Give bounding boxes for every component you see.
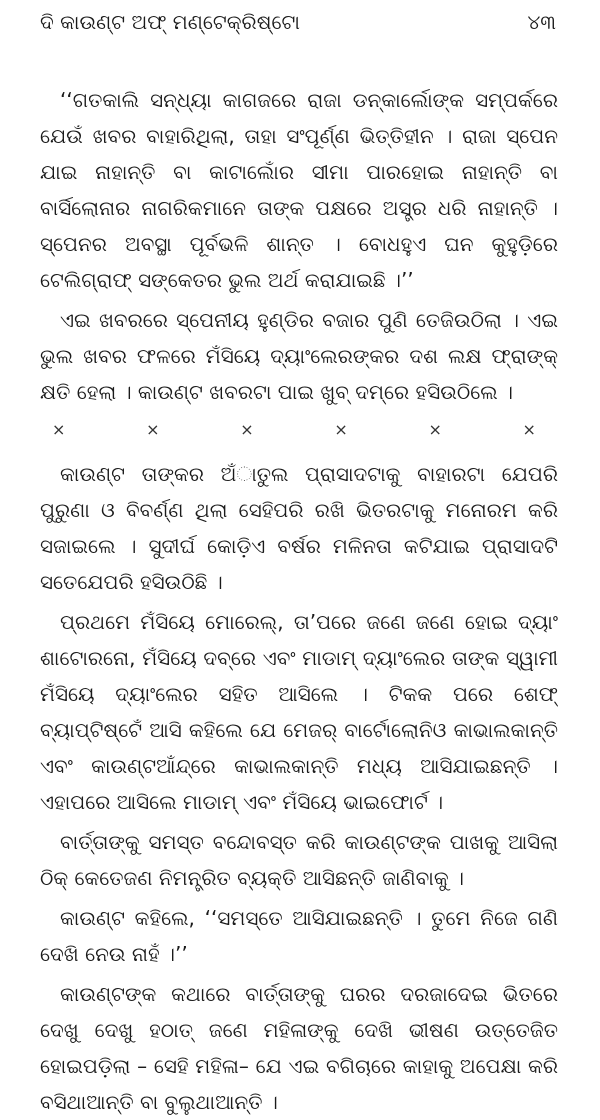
separator-mark: × [428, 420, 442, 439]
separator-mark: × [522, 420, 536, 439]
paragraph: ବାର୍ତ୍ତାଙ୍କୁ ସମସ୍ତ ବନ୍ଦୋବସ୍ତ କରି କାଉଣ୍ଟଙ୍କ ପାଖକୁ ଆସିଲା ଠିକ୍ କେତେଜଣ ନିମନ୍ତ୍ରିତ ବ୍ୟକ୍ତି ଆସିଛନ୍ତି ଜାଣିବାକୁ । [40, 830, 558, 890]
separator-mark: × [52, 420, 66, 439]
paragraph: କାଉଣ୍ଟ ତାଙ୍କର ଅଁାତୁଲ ପ୍ରାସାଦଟାକୁ ବାହାରଟା ଯେପରି ପୁରୁଣା ଓ ବିବର୍ଣ୍ଣ ଥିଲା ସେହିପରି ରଖି ଭିତରଟାକୁ ମନୋରମ କରି ସଜାଇଲେ । ସୁଦୀର୍ଘ କୋଡ଼ିଏ ବର୍ଷର ମଳିନତା କଟିଯାଇ ପ୍ରାସାଦଟି ସତେଯେପରି ହସିଉଠିଛି । [40, 462, 558, 594]
page-number: ୪୩ [527, 10, 556, 34]
separator-mark: × [240, 420, 254, 439]
section-separator [40, 418, 558, 442]
paragraph: କାଉଣ୍ଟଙ୍କ କଥାରେ ବାର୍ତ୍ତାଙ୍କୁ ଘରର ଦରଜାଦେଇ ଭିତରେ ଦେଖୁ ଦେଖୁ ହଠାତ୍ ଜଣେ ମହିଳାଙ୍କୁ ଦେଖି ଭୀଷଣ ଉତ୍ତେଜିତ ହୋଇପଡ଼ିଲା – ସେହି ମହିଳା– ଯେ ଏଇ ବଗିଚାରେ କାହାକୁ ଅପେକ୍ଷା କରି ବସିଥାଆନ୍ତି ବା ବୁଲୁଥାଆନ୍ତି । [40, 982, 558, 1114]
paragraph: ପ୍ରଥମେ ମଁସିୟେ ମୋରେଲ୍, ତା’ପରେ ଜଣେ ଜଣେ ହୋଇ ଦ୍ୟାଂ ଶାଟୋରନୋ, ମଁସିୟେ ଦବ୍ରେ ଏବଂ ମାଡାମ୍ ଦ୍ୟାଂଲେର ତାଙ୍କ ସ୍ୱାମୀ ମଁସିୟେ ଦ୍ୟାଂଲେର ସହିତ ଆସିଲେ । ଟିକକ ପରେ ଶେଫ୍ ବ୍ୟାପ୍ଟିଷ୍ଟେଁ ଆସି କହିଲେ ଯେ ମେଜର୍ ବାର୍ଟୋଲୋନିଓ କାଭାଲକାନ୍ତି ଏବଂ କାଉଣ୍ଟଆଁନ୍ଦ୍ରେ କାଭାଲକାନ୍ତି ମଧ୍ୟ ଆସିଯାଇଛନ୍ତି । ଏହାପରେ ଆସିଲେ ମାଡାମ୍ ଏବଂ ମଁସିୟେ ଭାଇଫୋର୍ଟ । [40, 610, 558, 814]
paragraph: କାଉଣ୍ଟ କହିଲେ, ‘‘ସମସ୍ତେ ଆସିଯାଇଛନ୍ତି । ତୁମେ ନିଜେ ଗଣି ଦେଖି ନେଉ ନାହଁ ।’’ [40, 906, 558, 966]
separator-mark: × [334, 420, 348, 439]
running-header [40, 10, 558, 54]
paragraph: ‘‘ଗତକାଲି ସନ୍ଧ୍ୟା କାଗଜରେ ରାଜା ଡନ୍‌କାର୍ଲୋଙ୍କ ସମ୍ପର୍କରେ ଯେଉଁ ଖବର ବାହାରିଥିଲା, ତାହା ସଂପୂର୍ଣ୍ଣ ଭିତ୍ତିହୀନ । ରାଜା ସ୍ପେନ ଯାଇ ନାହାନ୍ତି ବା କାଟାଲୋଁର ସୀମା ପାରହୋଇ ନାହାନ୍ତି ବା ବାର୍ସିଲୋନାର ନାଗରିକମାନେ ତାଙ୍କ ପକ୍ଷରେ ଅସ୍ତ୍ର ଧରି ନାହାନ୍ତି । ସ୍ପେନର ଅବସ୍ଥା ପୂର୍ବଭଳି ଶାନ୍ତ । ବୋଧହୁଏ ଘନ କୁହୁଡ଼ିରେ ଟେଲିଗ୍ରାଫ୍ ସଙ୍କେତର ଭୁଲ ଅର୍ଥ କରାଯାଇଛି ।’’ [40, 88, 558, 292]
separator-mark: × [146, 420, 160, 439]
paragraph: ଏଇ ଖବରରେ ସ୍ପେନୀୟ ହୁଣ୍ଡିର ବଜାର ପୁଣି ତେଜିଉଠିଲା । ଏଇ ଭୁଲ ଖବର ଫଳରେ ମଁସିୟେ ଦ୍ୟାଂଲେରଙ୍କର ଦଶ ଲକ୍ଷ ଫ୍ରାଙ୍କ୍ କ୍ଷତି ହେଲା । କାଉଣ୍ଟ ଖବରଟା ପାଇ ଖୁବ୍ ଦମ୍‌ରେ ହସିଉଠିଲେ । [40, 308, 558, 404]
running-title: ଦି କାଉଣ୍ଟ ଅଫ୍ ମଣ୍ଟେକ୍ରିଷ୍ଟୋ [40, 10, 300, 34]
body-text [40, 82, 558, 1120]
